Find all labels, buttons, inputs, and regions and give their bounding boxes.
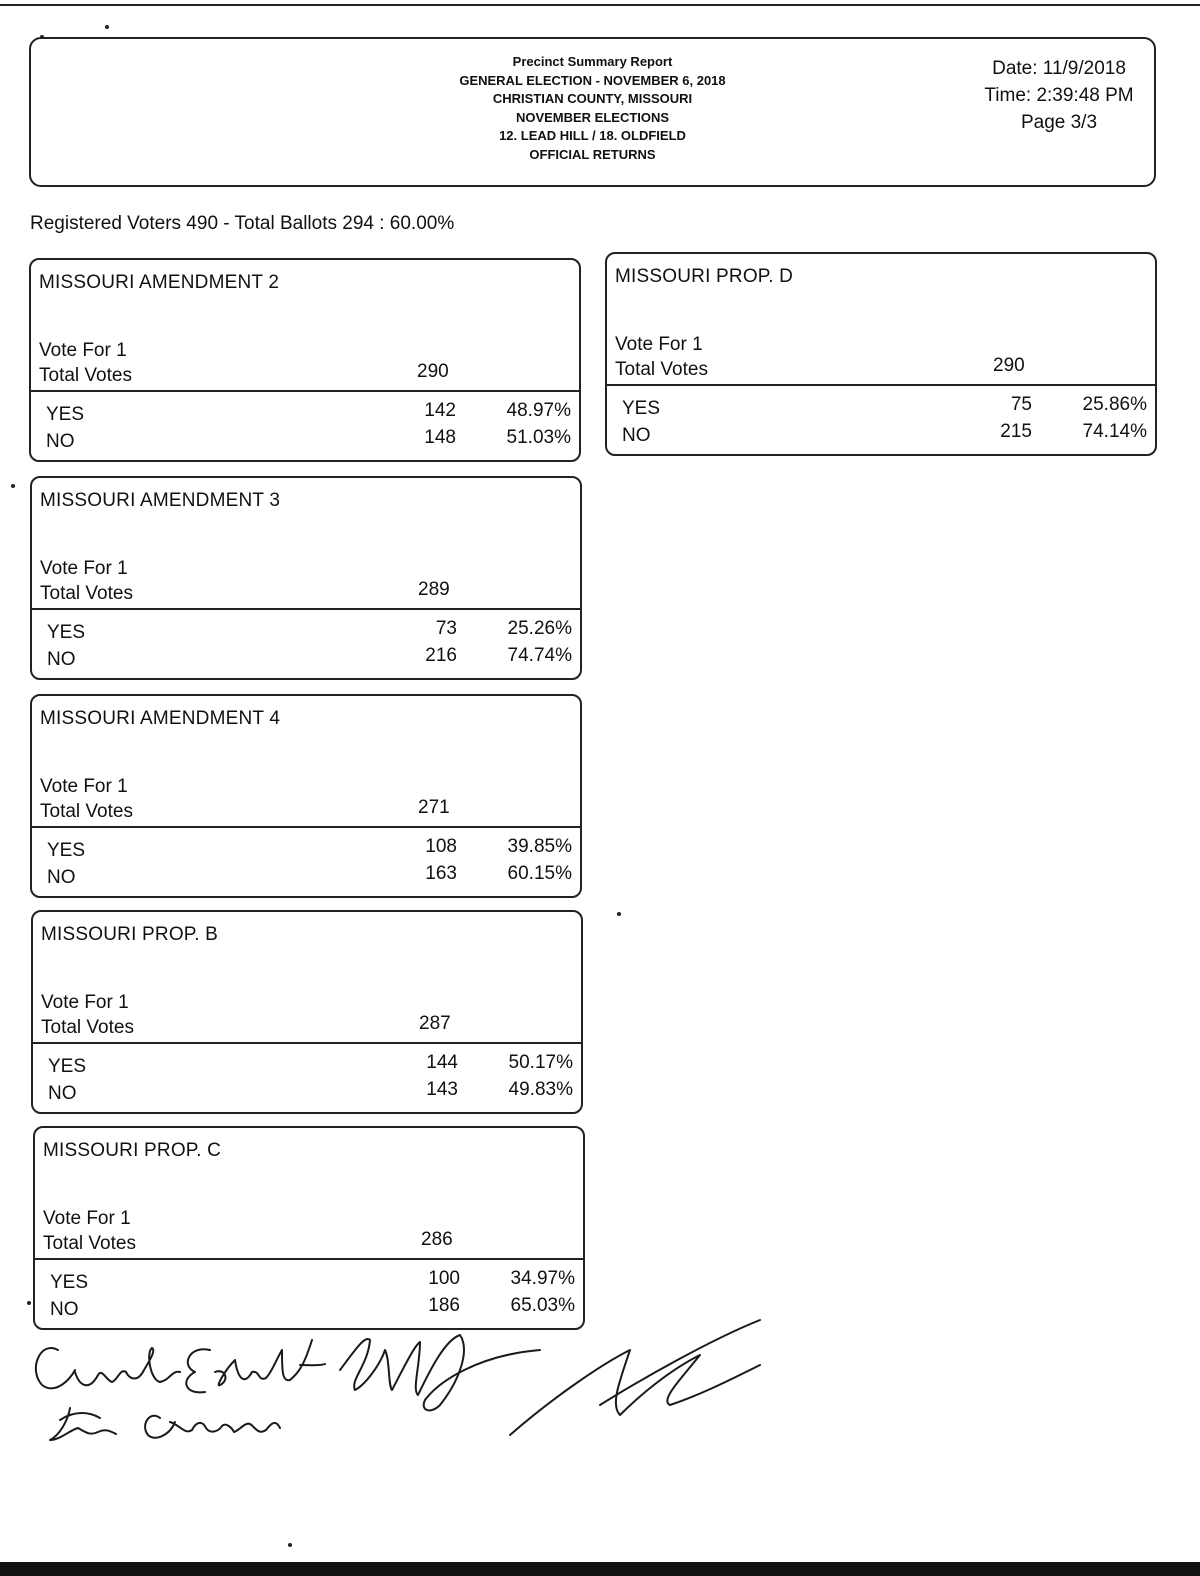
report-header: [29, 37, 1156, 187]
option-percent: 51.03%: [506, 427, 571, 448]
race-divider: [32, 826, 580, 828]
option-row-no: [31, 427, 579, 454]
scan-speck: [617, 912, 621, 916]
handwritten-signatures: [20, 1310, 780, 1470]
option-votes: 148: [424, 427, 456, 448]
report-title: Precinct Summary Report: [512, 54, 673, 69]
option-name: YES: [48, 1056, 87, 1077]
option-votes: 142: [424, 400, 456, 421]
option-percent: 60.15%: [507, 863, 572, 884]
election-group: NOVEMBER ELECTIONS: [515, 109, 670, 125]
scan-speck: [288, 1543, 292, 1547]
option-percent: 39.85%: [507, 836, 572, 857]
total-votes-label: Total Votes: [40, 801, 133, 822]
race-title: MISSOURI AMENDMENT 3: [40, 490, 281, 511]
option-row-yes: [31, 400, 579, 427]
option-name: YES: [46, 404, 85, 425]
option-percent: 34.97%: [510, 1268, 575, 1289]
total-votes-label: Total Votes: [39, 365, 132, 386]
race-box-amendment-3: [30, 476, 582, 680]
option-percent: 50.17%: [508, 1052, 573, 1073]
race-box-amendment-2: [29, 258, 581, 462]
option-row-yes: [33, 1052, 581, 1079]
precinct-name: 12. LEAD HILL / 18. OLDFIELD: [499, 128, 686, 143]
option-row-no: [32, 863, 580, 890]
option-name: YES: [50, 1272, 89, 1293]
scan-speck: [40, 35, 44, 39]
option-votes: 144: [426, 1052, 458, 1073]
option-name: YES: [622, 398, 661, 419]
election-name: GENERAL ELECTION - NOVEMBER 6, 2018: [459, 72, 726, 88]
option-name: NO: [47, 867, 76, 888]
total-votes-label: Total Votes: [615, 359, 708, 380]
total-votes-label: Total Votes: [43, 1233, 136, 1254]
option-votes: 186: [428, 1295, 460, 1316]
option-votes: 108: [425, 836, 457, 857]
total-votes-value: 287: [419, 1013, 451, 1034]
option-name: NO: [47, 649, 76, 670]
race-box-prop-d: [605, 252, 1157, 456]
total-votes-value: 289: [418, 579, 450, 600]
option-votes: 163: [425, 863, 457, 884]
race-title: MISSOURI PROP. D: [615, 266, 794, 287]
page-number: Page 3/3: [1020, 112, 1098, 133]
option-row-yes: [607, 394, 1155, 421]
race-box-prop-c: [33, 1126, 585, 1330]
option-row-yes: [32, 618, 580, 645]
scan-bottom-edge: [0, 1562, 1200, 1576]
race-title: MISSOURI AMENDMENT 2: [39, 272, 280, 293]
race-title: MISSOURI AMENDMENT 4: [40, 708, 281, 729]
option-name: YES: [47, 840, 86, 861]
vote-for-label: Vote For 1: [39, 340, 127, 361]
vote-for-label: Vote For 1: [615, 334, 703, 355]
option-votes: 75: [1010, 394, 1032, 415]
option-votes: 73: [435, 618, 457, 639]
option-percent: 48.97%: [506, 400, 571, 421]
top-rule: [0, 4, 1200, 6]
option-row-yes: [32, 836, 580, 863]
race-title: MISSOURI PROP. C: [43, 1140, 222, 1161]
race-box-prop-b: [31, 910, 583, 1114]
scan-speck: [11, 484, 15, 488]
option-votes: 143: [426, 1079, 458, 1100]
option-votes: 215: [1000, 421, 1032, 442]
option-name: YES: [47, 622, 86, 643]
option-row-yes: [35, 1268, 583, 1295]
race-divider: [35, 1258, 583, 1260]
race-divider: [31, 390, 579, 392]
race-divider: [32, 608, 580, 610]
option-row-no: [607, 421, 1155, 448]
option-percent: 74.14%: [1082, 421, 1147, 442]
total-votes-label: Total Votes: [40, 583, 133, 604]
total-votes-value: 271: [418, 797, 450, 818]
option-votes: 100: [428, 1268, 460, 1289]
registered-voters-line: Registered Voters 490 - Total Ballots 294 : 60.00%: [30, 213, 455, 234]
option-row-no: [33, 1079, 581, 1106]
vote-for-label: Vote For 1: [40, 776, 128, 797]
returns-status: OFFICIAL RETURNS: [529, 146, 656, 162]
total-votes-label: Total Votes: [41, 1017, 134, 1038]
option-name: NO: [48, 1083, 77, 1104]
scan-speck: [27, 1301, 31, 1305]
option-percent: 49.83%: [508, 1079, 573, 1100]
option-votes: 216: [425, 645, 457, 666]
option-percent: 65.03%: [510, 1295, 575, 1316]
scan-speck: [105, 25, 109, 29]
option-percent: 74.74%: [507, 645, 572, 666]
report-time: Time: 2:39:48 PM: [984, 85, 1134, 106]
option-percent: 25.26%: [507, 618, 572, 639]
report-meta: [974, 55, 1144, 136]
race-divider: [33, 1042, 581, 1044]
total-votes-value: 290: [993, 355, 1025, 376]
total-votes-value: 290: [417, 361, 449, 382]
race-box-amendment-4: [30, 694, 582, 898]
option-name: NO: [46, 431, 75, 452]
vote-for-label: Vote For 1: [40, 558, 128, 579]
vote-for-label: Vote For 1: [41, 992, 129, 1013]
county-name: CHRISTIAN COUNTY, MISSOURI: [492, 91, 693, 106]
option-row-no: [32, 645, 580, 672]
option-name: NO: [622, 425, 651, 446]
option-percent: 25.86%: [1082, 394, 1147, 415]
report-date: Date: 11/9/2018: [992, 58, 1126, 79]
total-votes-value: 286: [421, 1229, 453, 1250]
vote-for-label: Vote For 1: [43, 1208, 131, 1229]
race-divider: [607, 384, 1155, 386]
option-name: NO: [50, 1299, 79, 1320]
race-title: MISSOURI PROP. B: [41, 924, 219, 945]
